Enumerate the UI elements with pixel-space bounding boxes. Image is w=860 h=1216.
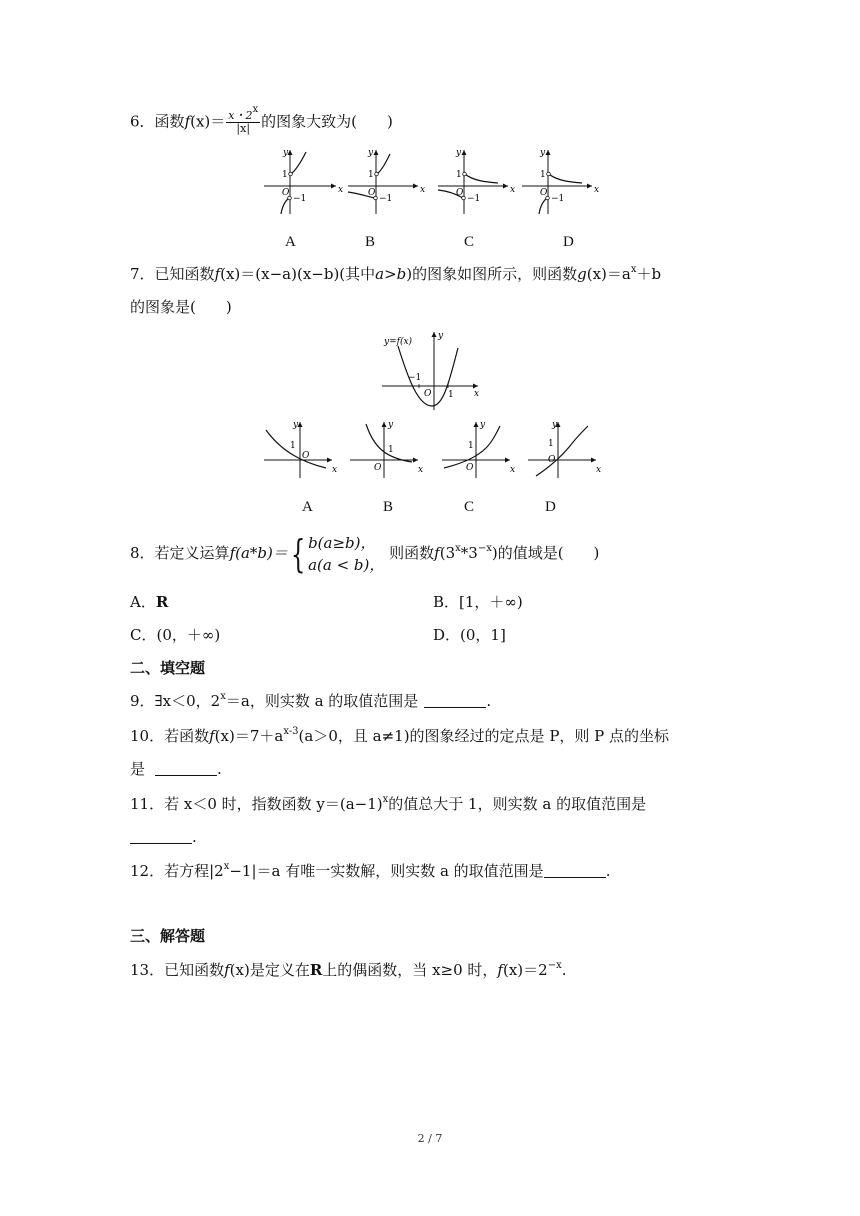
svg-text:−1: −1 (551, 194, 565, 204)
q13-f2: f (497, 961, 503, 979)
svg-text:1: 1 (540, 170, 546, 180)
q12-pre: 12．若方程|2 (130, 862, 224, 880)
q8-choice-a (130, 591, 168, 613)
q7-f: f (214, 265, 221, 283)
q9-sup: x (220, 691, 226, 702)
q13-f: f (224, 961, 230, 979)
svg-text:x: x (418, 465, 424, 475)
q13-mid3: (x)＝2 (502, 961, 548, 979)
svg-text:y: y (368, 148, 374, 158)
svg-text:1: 1 (448, 390, 454, 400)
section-solution: 三、解答题 (130, 927, 206, 945)
q7-mid1: (x)＝(x−a)(x−b)(其中 (220, 265, 376, 283)
q8-post-mid: *3 (460, 544, 478, 562)
q7-mid2: )的图象如图所示，则函数 (406, 265, 578, 283)
svg-text:O: O (302, 451, 310, 461)
q7-stem-line1 (130, 263, 661, 285)
q7-graph-b (348, 418, 424, 480)
q13 (130, 959, 567, 981)
q6-option-a: A (285, 234, 296, 250)
q8-post-arg: (3 (439, 544, 456, 562)
q10-mid: (x)＝7＋a (214, 727, 284, 745)
q6-option-b: B (365, 234, 376, 250)
q12-blank (544, 863, 606, 878)
svg-text:x: x (420, 185, 426, 195)
svg-text:−1: −1 (467, 194, 481, 204)
q7-main-graph (378, 328, 484, 412)
q6-stem (130, 104, 393, 135)
q8-case2: a(a < b)， (308, 556, 385, 574)
q7-graph-c (440, 418, 516, 480)
q8-case1: b(a≥b)， (308, 534, 376, 552)
q8-choice-b: B．[1，＋∞) (433, 593, 523, 611)
q6-frac-sup: x (252, 104, 259, 115)
q7-cond: a>b (375, 265, 407, 283)
q11-line2: . (130, 826, 197, 848)
q6-option-c: C (464, 234, 475, 250)
svg-text:x: x (332, 465, 338, 475)
q10-pre: 10．若函数 (130, 727, 210, 745)
q10-post: (a＞0，且 a≠1)的图象经过的定点是 P，则 P 点的坐标 (298, 727, 670, 745)
svg-text:1: 1 (456, 170, 462, 180)
q11-line1 (130, 793, 646, 815)
q11-pre: 11．若 x＜0 时，指数函数 y＝(a−1) (130, 795, 383, 813)
q7-sup: x (630, 264, 637, 275)
q9-blank (424, 693, 486, 708)
q6-frac-num: x・2 (228, 109, 253, 122)
q8-choice-d: D．(0，1] (433, 626, 506, 644)
q7-option-a: A (302, 499, 313, 515)
q10-sup: x-3 (283, 726, 299, 737)
q8-sup1: x (455, 543, 461, 554)
q7-number: 7． (130, 265, 155, 283)
q10-line2: 是 . (130, 760, 222, 778)
q6-graph-d (520, 146, 600, 216)
q11-sup: x (382, 794, 389, 805)
svg-text:O: O (424, 389, 432, 399)
svg-text:O: O (374, 463, 382, 473)
svg-text:x: x (338, 185, 344, 195)
svg-text:O: O (548, 455, 556, 465)
svg-text:1: 1 (468, 441, 474, 451)
q7-option-d: D (545, 499, 556, 515)
svg-text:O: O (540, 188, 548, 198)
q7-option-b: B (383, 499, 394, 515)
svg-text:y: y (480, 420, 486, 430)
q8-number: 8． (130, 544, 155, 562)
q7-g: g (577, 265, 587, 283)
q8-choice-a-value: R (155, 593, 169, 611)
q6-number: 6． (130, 112, 155, 131)
svg-text:y: y (293, 420, 299, 430)
q13-tail: . (561, 961, 567, 979)
q8-pre: 若定义运算 (154, 544, 230, 562)
q7-pre: 已知函数 (154, 265, 215, 283)
q11-post: 的值总大于 1，则实数 a 的取值范围是 (388, 795, 647, 813)
svg-text:O: O (466, 463, 474, 473)
svg-text:x: x (474, 389, 480, 399)
q9-pre: 9．∃x＜0，2 (130, 692, 221, 710)
q8-choice-a-label: A． (130, 593, 156, 611)
svg-text:O: O (456, 188, 464, 198)
q8-post-f: f (434, 544, 440, 562)
q10-line1 (130, 725, 669, 747)
q7-graph-a (262, 418, 338, 480)
q10-line2-text: 是 (130, 760, 146, 778)
q12-post: −1|＝a 有唯一实数解，则实数 a 的取值范围是 (229, 862, 544, 880)
q6-graph-b (346, 146, 426, 216)
svg-text:x: x (510, 185, 516, 195)
q11-blank (130, 829, 192, 844)
svg-text:O: O (282, 188, 290, 198)
svg-text:O: O (368, 188, 376, 198)
q6-graph-a (262, 146, 342, 216)
q8-stem (130, 528, 599, 578)
svg-text:y: y (388, 420, 394, 430)
page-number: 2 / 7 (417, 1132, 443, 1145)
svg-text:x: x (596, 465, 602, 475)
svg-text:y: y (438, 331, 444, 341)
svg-text:−1: −1 (408, 373, 422, 383)
q7-main-graph-label: y=f(x) (384, 337, 413, 347)
section-fill-in-blank: 二、填空题 (130, 659, 206, 677)
q9-post: ＝a，则实数 a 的取值范围是 (225, 692, 419, 710)
q13-mid1: (x)是定义在 (229, 961, 310, 979)
svg-text:x: x (594, 185, 600, 195)
q10-f: f (209, 727, 215, 745)
q9: 9．∃x＜0，$2^x=a$，则实数 a 的取值范围是 . (130, 691, 492, 710)
q10-blank (155, 761, 217, 776)
svg-text:1: 1 (548, 439, 554, 449)
q12: 12．若方程$|2^x-1|=a$ 有唯一实数解，则实数 a 的取值范围是 . (130, 861, 611, 880)
q8-sup2: −x (477, 543, 492, 554)
q7-option-c: C (464, 499, 475, 515)
q13-sup: −x (547, 960, 562, 971)
q7-tail: ＋b (636, 265, 662, 283)
q8-choice-c: C．(0，＋∞) (130, 626, 221, 644)
svg-text:y: y (552, 420, 558, 430)
svg-text:y: y (283, 148, 289, 158)
svg-text:x: x (510, 465, 516, 475)
q13-mid2: 上的偶函数，当 x≥0 时， (322, 961, 498, 979)
svg-text:1: 1 (388, 445, 394, 455)
q12-sup: x (223, 861, 230, 872)
q8-post-pre: 则函数 (389, 544, 435, 562)
svg-text:y: y (540, 148, 546, 158)
q6-frac-den: |x| (236, 122, 251, 135)
q8-arg: (a*b)＝ (235, 544, 288, 562)
q8-piecewise: { b(a≥b)， a(a < b)， (290, 532, 385, 576)
svg-text:−1: −1 (293, 194, 307, 204)
q6-graph-c (436, 146, 516, 216)
q6-fraction (226, 104, 260, 135)
svg-text:1: 1 (368, 170, 374, 180)
q7-stem-line2: 的图象是( ) (130, 298, 232, 316)
q13-r: R (309, 961, 323, 979)
q7-graph-d (526, 418, 602, 480)
q6-text-pre: 函数 (154, 112, 185, 131)
svg-text:y: y (456, 148, 462, 158)
q8-post-tail: )的值域是( ) (491, 544, 600, 562)
q6-option-d: D (563, 234, 574, 250)
svg-text:1: 1 (290, 441, 296, 451)
q6-x: (x)＝ (190, 112, 226, 131)
q8-f: f (229, 544, 236, 562)
svg-text:−1: −1 (379, 194, 393, 204)
q6-text-post: 的图象大致为( ) (261, 112, 393, 131)
svg-text:1: 1 (282, 170, 288, 180)
q13-pre: 13．已知函数 (130, 961, 225, 979)
q6-func: f (184, 112, 191, 131)
q7-mid3: (x)＝a (586, 265, 631, 283)
